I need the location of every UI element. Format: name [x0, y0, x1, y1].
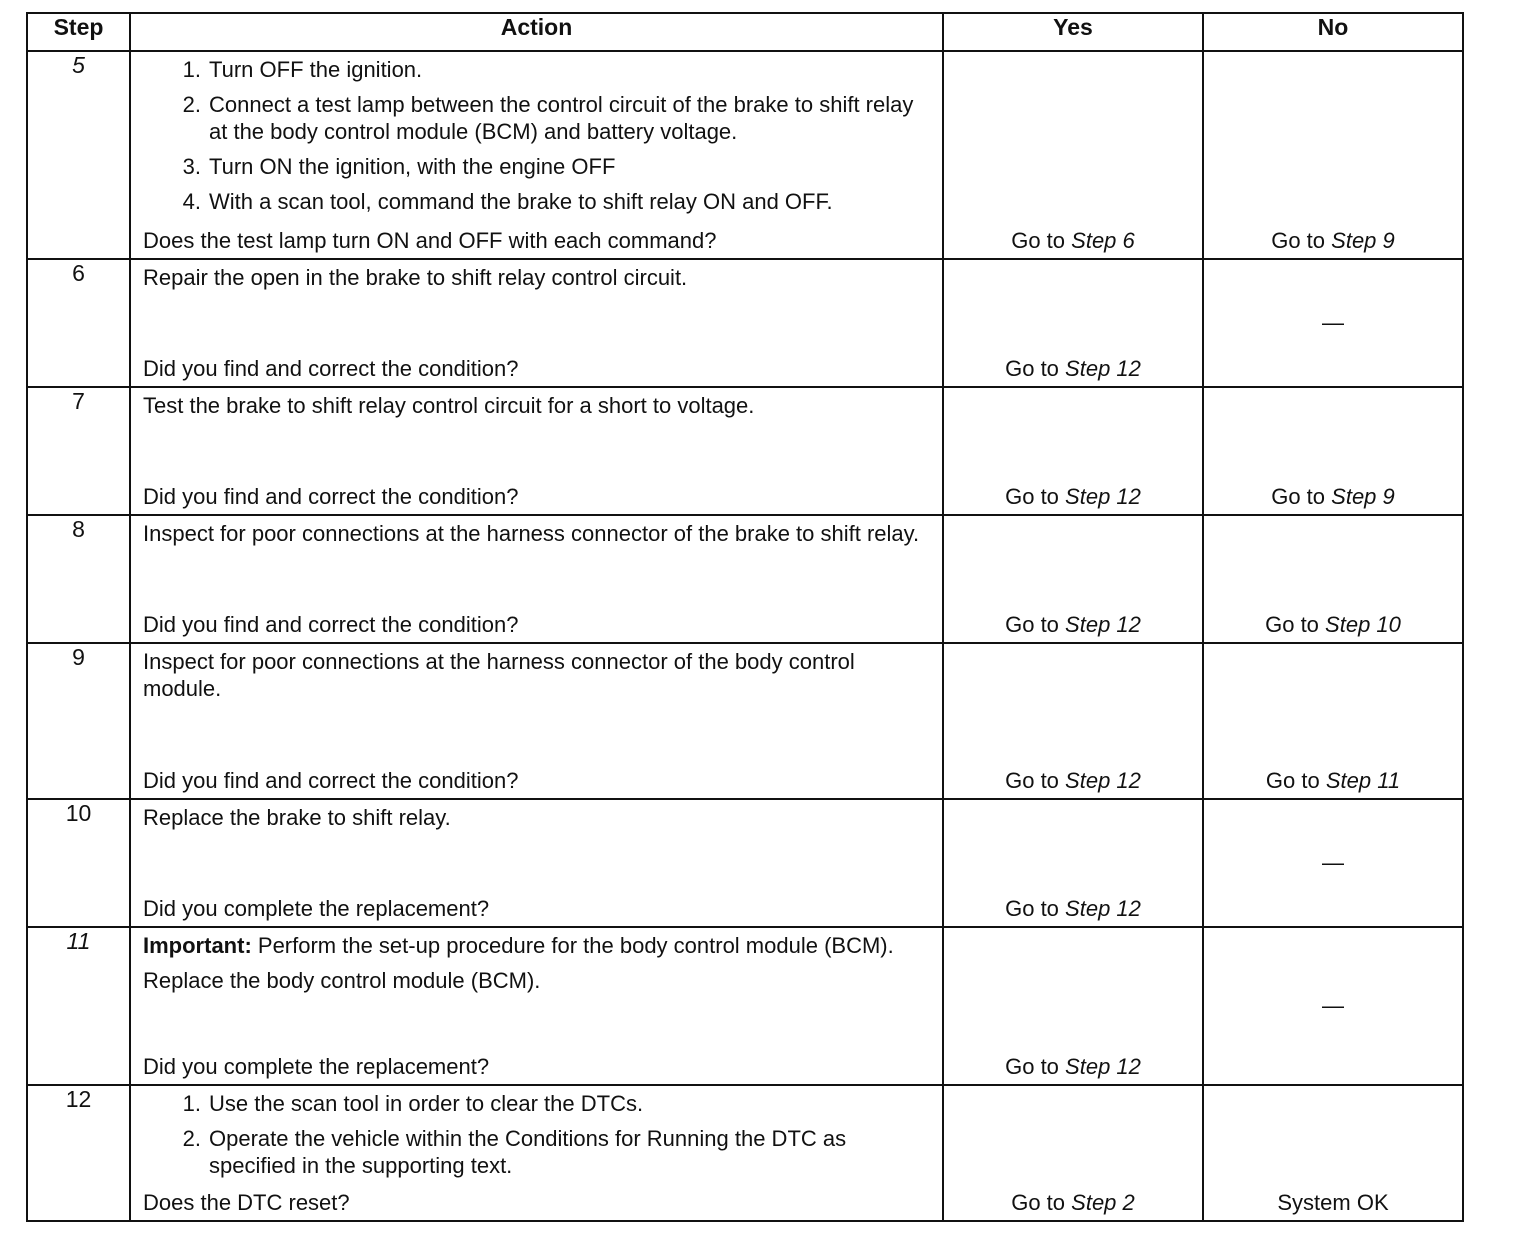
header-yes: Yes	[943, 13, 1203, 51]
header-no: No	[1203, 13, 1463, 51]
action-cell	[130, 927, 943, 1085]
no-dash: —	[1322, 850, 1344, 875]
no-cell	[1203, 259, 1463, 387]
action-question: Did you find and correct the condition?	[143, 484, 519, 509]
yes-goto: Go to Step 12	[1005, 1054, 1141, 1079]
action-text: Replace the brake to shift relay.	[143, 805, 451, 830]
list-item: 1. Use the scan tool in order to clear the DTCs.	[182, 1091, 644, 1116]
no-cell	[1203, 51, 1463, 259]
action-question: Did you find and correct the condition?	[143, 612, 519, 637]
table-row	[27, 799, 1463, 927]
no-cell	[1203, 927, 1463, 1085]
action-question: Did you find and correct the condition?	[143, 768, 519, 793]
step-number: 11	[27, 927, 130, 1085]
list-item: 2. Connect a test lamp between the control circuit of the brake to shift relay at the body control module (BCM) and battery voltage.	[182, 92, 914, 144]
yes-goto: Go to Step 6	[1011, 228, 1135, 253]
table-row	[27, 643, 1463, 799]
step-number: 8	[27, 515, 130, 643]
yes-cell	[943, 259, 1203, 387]
no-dash: —	[1322, 310, 1344, 335]
action-cell	[130, 387, 943, 515]
action-question: Does the test lamp turn ON and OFF with each command?	[143, 228, 717, 253]
header-action: Action	[130, 13, 943, 51]
list-item: 1. Turn OFF the ignition.	[182, 57, 423, 82]
action-cell	[130, 643, 943, 799]
no-goto: Go to Step 10	[1265, 612, 1401, 637]
no-dash: —	[1322, 993, 1344, 1018]
yes-cell	[943, 643, 1203, 799]
no-cell	[1203, 387, 1463, 515]
action-cell	[130, 799, 943, 927]
no-goto: Go to Step 9	[1271, 484, 1395, 509]
step-number: 12	[27, 1085, 130, 1221]
no-cell	[1203, 643, 1463, 799]
diagnostic-table	[26, 12, 1464, 1222]
step-number: 5	[27, 51, 130, 259]
yes-goto: Go to Step 12	[1005, 484, 1141, 509]
action-list	[143, 1090, 934, 1179]
yes-goto: Go to Step 12	[1005, 612, 1141, 637]
action-question: Did you find and correct the condition?	[143, 356, 519, 381]
yes-cell	[943, 51, 1203, 259]
table-row	[27, 515, 1463, 643]
no-cell	[1203, 1085, 1463, 1221]
yes-goto: Go to Step 12	[1005, 768, 1141, 793]
yes-goto: Go to Step 12	[1005, 896, 1141, 921]
header-step: Step	[27, 13, 130, 51]
yes-cell	[943, 515, 1203, 643]
action-text: Test the brake to shift relay control circuit for a short to voltage.	[143, 393, 755, 418]
yes-goto: Go to Step 12	[1005, 356, 1141, 381]
action-cell	[130, 515, 943, 643]
header-row	[27, 13, 1463, 51]
yes-cell	[943, 387, 1203, 515]
yes-goto: Go to Step 2	[1011, 1190, 1135, 1215]
action-question: Did you complete the replacement?	[143, 1054, 490, 1079]
action-question: Did you complete the replacement?	[143, 896, 490, 921]
action-cell	[130, 259, 943, 387]
table-row	[27, 1085, 1463, 1221]
important-label: Important:	[143, 933, 252, 958]
table-row	[27, 387, 1463, 515]
action-text: Replace the body control module (BCM).	[143, 968, 541, 993]
no-goto: Go to Step 11	[1265, 768, 1401, 793]
step-number: 7	[27, 387, 130, 515]
step-number: 6	[27, 259, 130, 387]
action-text: Inspect for poor connections at the harness connector of the body control module.	[143, 649, 855, 701]
no-cell	[1203, 515, 1463, 643]
table-row	[27, 259, 1463, 387]
table-row	[27, 51, 1463, 259]
no-result: System OK	[1277, 1190, 1389, 1215]
action-cell	[130, 1085, 943, 1221]
list-item: 2. Operate the vehicle within the Conditions for Running the DTC as specified in the supporting text.	[182, 1126, 847, 1178]
important-note: Important: Perform the set-up procedure for the body control module (BCM).	[143, 933, 894, 958]
no-goto: Go to Step 9	[1271, 228, 1395, 253]
action-cell	[130, 51, 943, 259]
step-number: 9	[27, 643, 130, 799]
action-question: Does the DTC reset?	[143, 1190, 350, 1215]
yes-cell	[943, 927, 1203, 1085]
yes-cell	[943, 1085, 1203, 1221]
no-cell	[1203, 799, 1463, 927]
yes-cell	[943, 799, 1203, 927]
list-item: 4. With a scan tool, command the brake to shift relay ON and OFF.	[182, 189, 833, 214]
list-item: 3. Turn ON the ignition, with the engine OFF	[182, 154, 616, 179]
step-number: 10	[27, 799, 130, 927]
action-list	[143, 56, 934, 215]
action-text: Inspect for poor connections at the harness connector of the brake to shift relay.	[143, 521, 920, 546]
table-row	[27, 927, 1463, 1085]
action-text: Repair the open in the brake to shift relay control circuit.	[143, 265, 688, 290]
